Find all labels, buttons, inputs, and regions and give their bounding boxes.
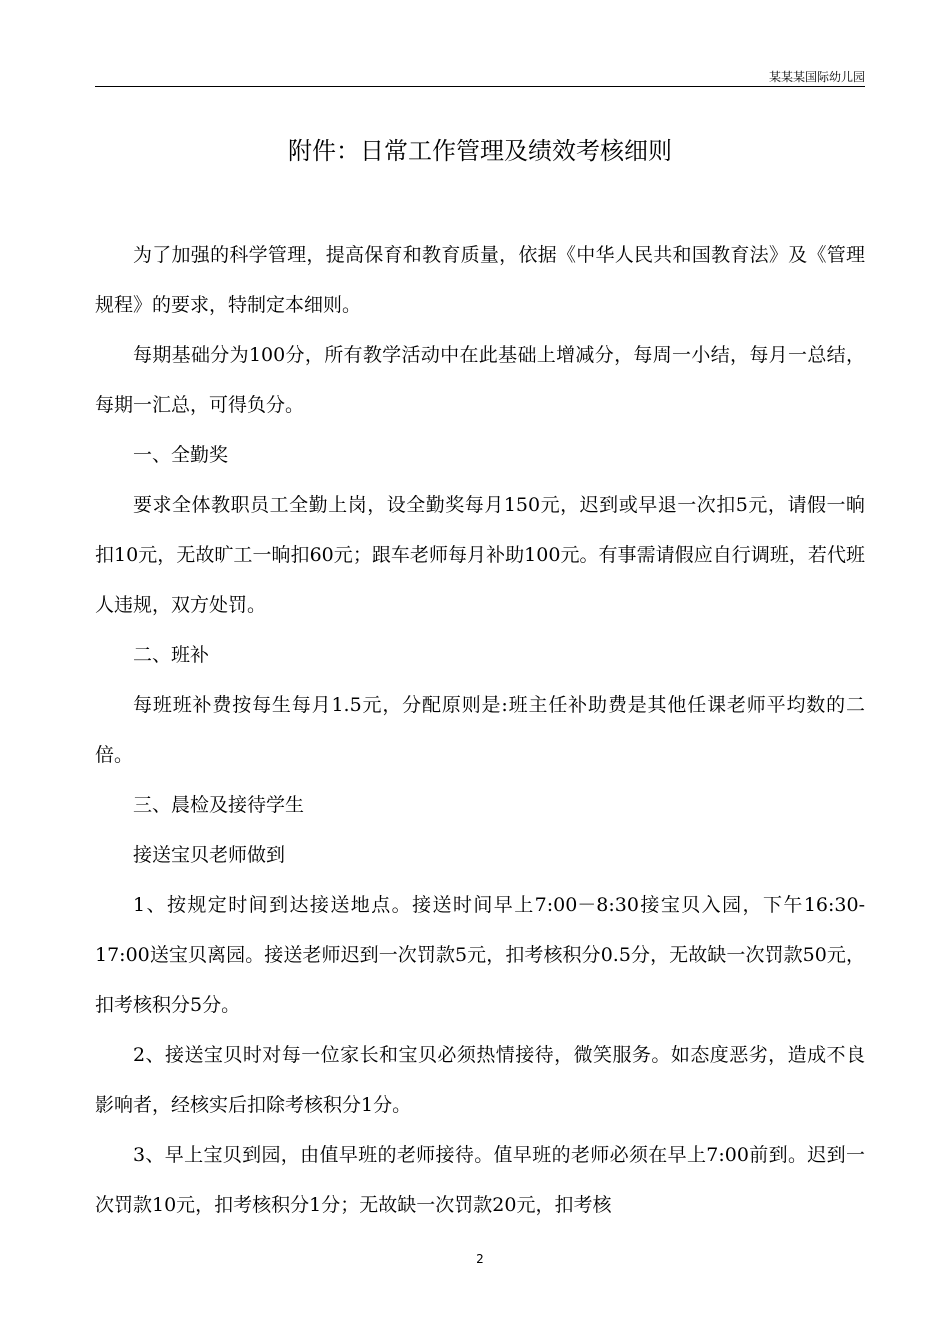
document-title: 附件：日常工作管理及绩效考核细则: [288, 137, 672, 165]
paragraph-rule-3: 3、早上宝贝到园，由值早班的老师接待。值早班的老师必须在早上7:00前到。迟到一次罚款10元，扣考核积分1分；无故缺一次罚款20元，扣考核: [95, 1144, 865, 1216]
paragraph-rule-1: 1、按规定时间到达接送地点。接送时间早上7:00－8:30接宝贝入园，下午16:30-17:00送宝贝离园。接送老师迟到一次罚款5元，扣考核积分0.5分，无故缺一次罚款50元，扣考核积分5分。: [95, 894, 865, 1016]
document-body: [95, 230, 865, 1230]
paragraph-intro: 为了加强的科学管理，提高保育和教育质量，依据《中华人民共和国教育法》及《管理规程》的要求，特制定本细则。: [95, 244, 865, 316]
section-heading-class-subsidy: 二、班补: [133, 644, 210, 666]
paragraph-class-subsidy: 每班班补费按每生每月1.5元，分配原则是:班主任补助费是其他任课老师平均数的二倍。: [95, 694, 865, 766]
section-heading-morning-check: 三、晨检及接待学生: [133, 794, 305, 816]
section-heading-attendance: 一、全勤奖: [133, 444, 229, 466]
header-rule: [95, 86, 865, 87]
page-header: 某某某国际幼儿园: [768, 70, 865, 84]
page-number: 2: [476, 1252, 484, 1266]
paragraph-pickup-intro: 接送宝贝老师做到: [133, 844, 286, 866]
paragraph-attendance: 要求全体教职员工全勤上岗，设全勤奖每月150元，迟到或早退一次扣5元，请假一晌扣10元，无故旷工一晌扣60元；跟车老师每月补助100元。有事需请假应自行调班，若代班人违规，双方处罚。: [95, 494, 865, 616]
paragraph-rule-2: 2、接送宝贝时对每一位家长和宝贝必须热情接待，微笑服务。如态度恶劣，造成不良影响者，经核实后扣除考核积分1分。: [95, 1044, 865, 1116]
paragraph-base-score: 每期基础分为100分，所有教学活动中在此基础上增减分，每周一小结，每月一总结，每期一汇总，可得负分。: [95, 344, 865, 416]
